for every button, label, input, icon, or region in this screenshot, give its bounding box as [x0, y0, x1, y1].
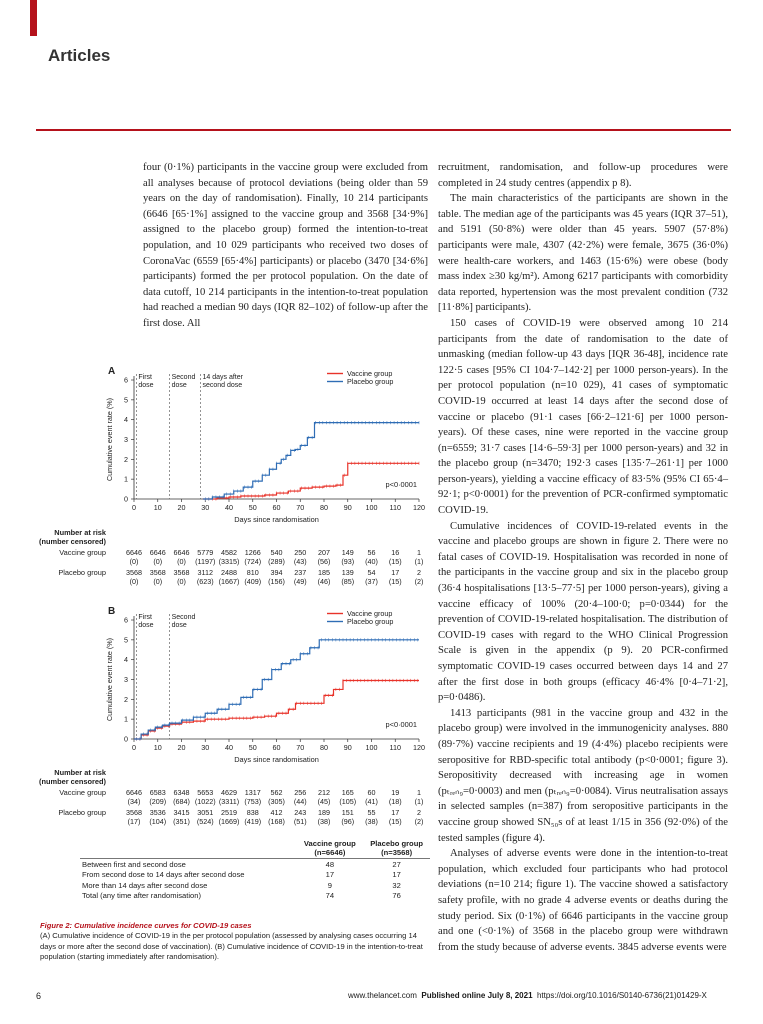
risk-cell: 3568: [126, 808, 142, 817]
paragraph: The main characteristics of the participants are shown in the table. The median age of the participants was 45 years (IQR 37–51), and 5191 (50·8%) were older than 45 years. 5907 (57·8%) participants were male, 4307 (42·2%) were female, 3675 (36·0%) were health-care workers, and 1463 (15·6%) were obese (body mass index ≥30 kg/m²). Among 6217 participants with comorbidity data reported, hypertension was the most prevalent condition (732 [11·8%] participants).: [438, 193, 728, 314]
risk-cell: 139: [341, 568, 354, 577]
x-tick-label: 60: [272, 743, 281, 752]
risk-cell: 6583: [149, 788, 166, 797]
risk-cell: 243: [294, 808, 307, 817]
risk-cell: (209): [149, 797, 167, 806]
panel-letter: B: [108, 606, 116, 617]
panel-letter: A: [108, 366, 116, 377]
row-label: Total (any time after randomisation): [82, 891, 202, 901]
row-value: 74: [325, 891, 335, 901]
figure-caption: [40, 921, 432, 963]
risk-cell: (0): [153, 557, 163, 566]
risk-cell: (46): [317, 577, 331, 586]
risk-cell: 250: [294, 548, 307, 557]
y-axis-label: Cumulative event rate (%): [105, 397, 114, 482]
table-row: [80, 870, 430, 881]
risk-cell: (2): [414, 577, 424, 586]
row-value: 48: [325, 859, 335, 869]
risk-cell: (724): [244, 557, 262, 566]
reference-line-label: dose: [138, 382, 154, 389]
risk-cell: 6646: [126, 788, 142, 797]
risk-cell: (49): [293, 577, 307, 586]
risk-cell: 19: [391, 788, 400, 797]
x-tick-label: 0: [132, 743, 136, 752]
risk-row-label: Vaccine group: [59, 788, 106, 797]
risk-cell: 5653: [197, 788, 214, 797]
risk-cell: 1: [417, 548, 421, 557]
x-tick-label: 40: [225, 503, 233, 512]
risk-cell: 5779: [197, 548, 214, 557]
row-label: From second dose to 14 days after second dose: [82, 870, 245, 880]
risk-cell: (104): [149, 817, 167, 826]
risk-cell: (351): [173, 817, 190, 826]
risk-cell: 165: [341, 788, 354, 797]
x-tick-label: 90: [343, 503, 352, 512]
reference-line-label: Second: [171, 614, 196, 621]
risk-cell: 2488: [221, 568, 237, 577]
risk-cell: 3112: [197, 568, 213, 577]
risk-table-a: [36, 528, 433, 596]
col-placebo-header: Placebo group (n=3568): [363, 838, 430, 859]
x-tick-label: 70: [296, 503, 305, 512]
risk-cell: (45): [317, 797, 331, 806]
x-tick-label: 120: [413, 743, 425, 752]
reference-line-label: First: [138, 614, 152, 621]
risk-cell: (0): [129, 557, 139, 566]
risk-cell: 3536: [149, 808, 166, 817]
risk-cell: 2: [417, 808, 421, 817]
y-tick-label: 5: [124, 395, 128, 405]
table-row: [80, 880, 430, 891]
risk-cell: 3415: [173, 808, 190, 817]
x-axis-label: Days since randomisation: [234, 515, 319, 524]
risk-cell: (85): [341, 577, 355, 586]
paragraph: recruitment, randomisation, and follow-up procedures were completed in 24 study centres (appendix p 8).: [438, 162, 728, 189]
page-number: 6: [36, 991, 42, 1001]
legend-label-vaccine: Vaccine group: [347, 609, 393, 618]
x-tick-label: 90: [343, 743, 352, 752]
y-tick-label: 2: [124, 454, 128, 464]
risk-cell: 6348: [173, 788, 190, 797]
risk-cell: 237: [294, 568, 307, 577]
reference-line-label: First: [138, 374, 152, 381]
risk-cell: (44): [293, 797, 307, 806]
y-tick-label: 0: [124, 494, 128, 504]
risk-cell: (96): [341, 817, 355, 826]
risk-cell: (1): [414, 557, 424, 566]
risk-cell: (168): [268, 817, 285, 826]
x-axis-label: Days since randomisation: [234, 755, 319, 764]
x-tick-label: 50: [248, 503, 257, 512]
risk-cell: 2519: [221, 808, 237, 817]
risk-cell: (3311): [218, 797, 240, 806]
risk-cell: (43): [293, 557, 307, 566]
paragraph: Analyses of adverse events were done in the intention-to-treat population, which excluded four participants who had protocol deviations (n=10 214; figure 1). The vaccine showed a satisfactory safety profile, with no grade 4 adverse events or deaths during the study period. Six (0·1%) of 6646 participants in the vaccine group and one (<0·1%) of 3568 in the placebo group were withdrawn from the study because of adverse events. 3845 adverse events were: [438, 848, 728, 953]
risk-cell: (41): [365, 797, 378, 806]
row-value: 17: [325, 870, 335, 880]
risk-cell: 16: [391, 548, 400, 557]
x-tick-label: 40: [225, 743, 233, 752]
p-value-annotation: p<0·0001: [385, 720, 417, 729]
risk-cell: 1: [417, 788, 421, 797]
row-value: 9: [327, 880, 332, 890]
risk-cell: 3568: [126, 568, 142, 577]
risk-cell: (0): [177, 577, 186, 586]
risk-row-label: Placebo group: [58, 568, 106, 577]
y-tick-label: 5: [124, 635, 128, 645]
risk-cell: 562: [270, 788, 283, 797]
risk-cell: (15): [388, 817, 402, 826]
risk-cell: 4629: [221, 788, 237, 797]
footer-citation: [348, 991, 707, 1000]
row-value: 76: [392, 891, 401, 901]
y-tick-label: 6: [124, 615, 128, 625]
risk-cell: 6646: [149, 548, 166, 557]
body-column-right: [438, 160, 728, 955]
risk-cell: (419): [244, 817, 262, 826]
x-tick-label: 110: [389, 503, 401, 512]
risk-cell: (1197): [195, 557, 216, 566]
paragraph: 150 cases of COVID-19 were observed among 10 214 participants from the date of randomisation to the date of unmasking (median follow-up 43 days [IQR 36-48], incidence rate 122·5 cases [95% CI 104·7–142·2] per 1000 person-years). In the per protocol population (n=10 029), 41 cases of symptomatic COVID-19 occurred at least 14 days after the second dose of vaccine or placebo (91·1 cases [66·2–121·6] per 1000 person-years). Of these cases, nine were reported in the vaccine group (n=6559; 31·7 cases [14·6–59·3] per 1000 person-years) and 32 in the placebo group (n=3470; 192·3 cases [135·7–261·1] per 1000 person-years), yielding a vaccine efficacy of 83·5% (95% CI 65·4–92·1; p<0·0001) for the prevention of PCR-confirmed symptomatic COVID-19.: [438, 317, 728, 517]
journal-color-bar: [30, 0, 37, 36]
risk-cell: (15): [388, 557, 402, 566]
y-tick-label: 1: [124, 714, 128, 724]
risk-cell: (1): [414, 797, 424, 806]
risk-cell: (156): [268, 577, 285, 586]
case-summary-table: [80, 838, 430, 901]
risk-cell: 838: [246, 808, 259, 817]
risk-row-label: Vaccine group: [59, 548, 106, 557]
risk-cell: (0): [177, 557, 186, 566]
risk-cell: (3315): [218, 557, 240, 566]
x-tick-label: 80: [320, 503, 328, 512]
risk-cell: 17: [391, 568, 400, 577]
row-label: Between first and second dose: [82, 859, 186, 869]
y-tick-label: 0: [124, 734, 128, 744]
caption-text: (A) Cumulative incidence of COVID-19 in the per protocol population (assessed by analysing cases occurring 14 days or more after the second dose of vaccination). (B) Cumulative incidence of COVID-19 in the intention-to-treat population (starting immediately after randomisation).: [40, 931, 423, 962]
reference-line-label: dose: [138, 622, 154, 629]
risk-cell: (684): [173, 797, 190, 806]
reference-line-label: second dose: [202, 382, 243, 389]
risk-cell: 54: [367, 568, 376, 577]
reference-line-label: dose: [171, 382, 187, 389]
y-tick-label: 1: [124, 474, 128, 484]
risk-cell: (0): [153, 577, 163, 586]
col-vaccine-header: Vaccine group (n=6646): [296, 838, 363, 859]
paragraph: four (0·1%) participants in the vaccine group were excluded from all analyses because of protocol deviations (being older than 59 years on the day of randomisation). Finally, 10 214 participants (6646 [65·1%] assigned to the vaccine group and 3568 [34·9%] assigned to the placebo group) formed the intention-to-treat population, and 10 029 participants who received two doses of CoronaVac (6559 [65·4%] participants) or placebo (3470 [34·6%] participants) formed the per protocol population. On the date of data cutoff, 10 214 participants in the intention-to-treat population had reached a median 90 days (IQR 82–102) of follow-up after the first dose. All: [143, 162, 428, 329]
risk-cell: (409): [244, 577, 262, 586]
risk-cell: (623): [196, 577, 214, 586]
risk-cell: (105): [339, 797, 357, 806]
x-tick-label: 10: [153, 503, 162, 512]
risk-cell: (753): [244, 797, 262, 806]
caption-title: Figure 2: Cumulative incidence curves for COVID-19 cases: [40, 921, 252, 930]
p-value-annotation: p<0·0001: [385, 480, 417, 489]
risk-cell: 212: [318, 788, 330, 797]
risk-cell: 6646: [173, 548, 190, 557]
risk-cell: 185: [318, 568, 330, 577]
x-tick-label: 0: [132, 503, 136, 512]
risk-cell: (2): [414, 817, 424, 826]
table-row: [80, 891, 430, 902]
legend-label-placebo: Placebo group: [347, 617, 394, 626]
risk-cell: 394: [270, 568, 283, 577]
risk-cell: (15): [388, 577, 402, 586]
risk-cell: (38): [365, 817, 378, 826]
risk-cell: 6646: [126, 548, 142, 557]
risk-cell: 3051: [197, 808, 214, 817]
chart-panel-a: [36, 360, 433, 525]
risk-table-header: Number at risk (number censored): [39, 528, 106, 546]
table-row: [80, 859, 430, 870]
x-tick-label: 120: [413, 503, 425, 512]
x-tick-label: 110: [389, 743, 401, 752]
x-tick-label: 100: [365, 743, 378, 752]
risk-cell: 55: [367, 808, 376, 817]
chart-panel-b: [36, 600, 433, 765]
reference-line-label: dose: [171, 622, 187, 629]
row-value: 17: [392, 870, 401, 880]
risk-cell: 56: [367, 548, 376, 557]
x-tick-label: 50: [248, 743, 257, 752]
row-value: 32: [392, 880, 401, 890]
footer-doi[interactable]: https://doi.org/10.1016/S0140-6736(21)01429-X: [536, 991, 707, 1000]
y-tick-label: 3: [124, 435, 128, 444]
series-line-vaccine: [134, 680, 419, 739]
risk-cell: (0): [129, 577, 139, 586]
risk-cell: (40): [365, 557, 378, 566]
risk-cell: 151: [341, 808, 354, 817]
y-tick-label: 4: [124, 415, 128, 425]
risk-table-header: Number at risk (number censored): [39, 768, 106, 786]
x-tick-label: 20: [177, 743, 186, 752]
risk-cell: 1317: [244, 788, 261, 797]
risk-cell: 256: [294, 788, 307, 797]
risk-cell: (56): [317, 557, 331, 566]
y-axis-label: Cumulative event rate (%): [105, 637, 114, 722]
risk-cell: (1667): [218, 577, 240, 586]
risk-cell: 149: [341, 548, 354, 557]
risk-cell: 4582: [221, 548, 237, 557]
y-tick-label: 2: [124, 694, 128, 704]
risk-cell: (51): [293, 817, 307, 826]
risk-cell: (38): [317, 817, 331, 826]
x-tick-label: 80: [320, 743, 328, 752]
paragraph: Cumulative incidences of COVID-19-related events in the vaccine and placebo groups are shown in figure 2. There were no fatal cases of COVID-19. Hospitalisation was recorded in none of the participants in the vaccine group and six in the placebo group (36·4 hospitalisations [13·5–77·5] per 1000 person-years), giving a vaccine efficacy of 100% (20·4–100·0; p=0·0344) for the prevention of COVID-19-related hospitalisation. The distribution of COVID-19 cases with regard to the WHO Clinical Progression Scale is given in the appendix (p 9). 20 PCR-confirmed symptomatic COVID-19 cases occurred between days 14 and 27 after the first dose in both groups (efficacy 46·4% [0·4–71·2], p=0·0486).: [438, 520, 728, 704]
risk-cell: (93): [341, 557, 355, 566]
legend-label-placebo: Placebo group: [347, 377, 394, 386]
reference-line-label: Second: [171, 374, 196, 381]
risk-cell: (17): [127, 817, 141, 826]
risk-row-label: Placebo group: [58, 808, 106, 817]
risk-cell: 189: [318, 808, 330, 817]
risk-cell: (305): [268, 797, 285, 806]
section-label: Articles: [48, 46, 111, 65]
risk-cell: (1669): [218, 817, 240, 826]
y-tick-label: 3: [124, 675, 128, 684]
risk-cell: 1266: [244, 548, 261, 557]
risk-table-b: [36, 768, 433, 836]
risk-cell: 207: [318, 548, 330, 557]
risk-cell: (524): [196, 817, 214, 826]
reference-line-label: 14 days after: [202, 374, 243, 381]
risk-cell: 17: [391, 808, 400, 817]
risk-cell: 3568: [173, 568, 190, 577]
risk-cell: (1022): [194, 797, 216, 806]
row-label: More than 14 days after second dose: [82, 880, 208, 890]
body-column-middle: [143, 160, 428, 332]
x-tick-label: 30: [201, 743, 210, 752]
risk-cell: (37): [365, 577, 378, 586]
risk-cell: (34): [127, 797, 141, 806]
risk-cell: (289): [268, 557, 285, 566]
x-tick-label: 10: [153, 743, 162, 752]
row-value: 27: [392, 859, 401, 869]
risk-cell: (18): [388, 797, 402, 806]
risk-cell: 540: [270, 548, 283, 557]
footer-site[interactable]: www.thelancet.com: [348, 991, 417, 1000]
header-rule: [36, 129, 731, 131]
x-tick-label: 60: [272, 503, 281, 512]
x-tick-label: 30: [201, 503, 210, 512]
y-tick-label: 4: [124, 655, 128, 665]
paragraph: 1413 participants (981 in the vaccine group and 432 in the placebo group) were involved in the immunogenicity analyses. 880 (89·7%) vaccine recipients and 19 (4·4%) placebo recipients were seropositive for RBD-specific total antibody (p<0·0001; figure 3). Seropositivity decreased with increasing age in women (pₜᵣₑₙ₉=0·0003) and men (pₜᵣₑₙ₉=0·0084). Virus neutralisation assays in selected samples (n=387) from seropositive participants in the vaccine group showed SN₅₀s of at least 1/15 in 356 (92·0%) of the tested samples (figure 4).: [438, 707, 728, 844]
footer-published: Published online July 8, 2021: [421, 991, 533, 1000]
x-tick-label: 100: [365, 503, 378, 512]
risk-cell: 60: [367, 788, 376, 797]
y-tick-label: 6: [124, 375, 128, 385]
risk-cell: 810: [246, 568, 259, 577]
x-tick-label: 70: [296, 743, 305, 752]
risk-cell: 412: [270, 808, 283, 817]
risk-cell: 2: [417, 568, 421, 577]
x-tick-label: 20: [177, 503, 186, 512]
risk-cell: 3568: [149, 568, 166, 577]
legend-label-vaccine: Vaccine group: [347, 369, 393, 378]
